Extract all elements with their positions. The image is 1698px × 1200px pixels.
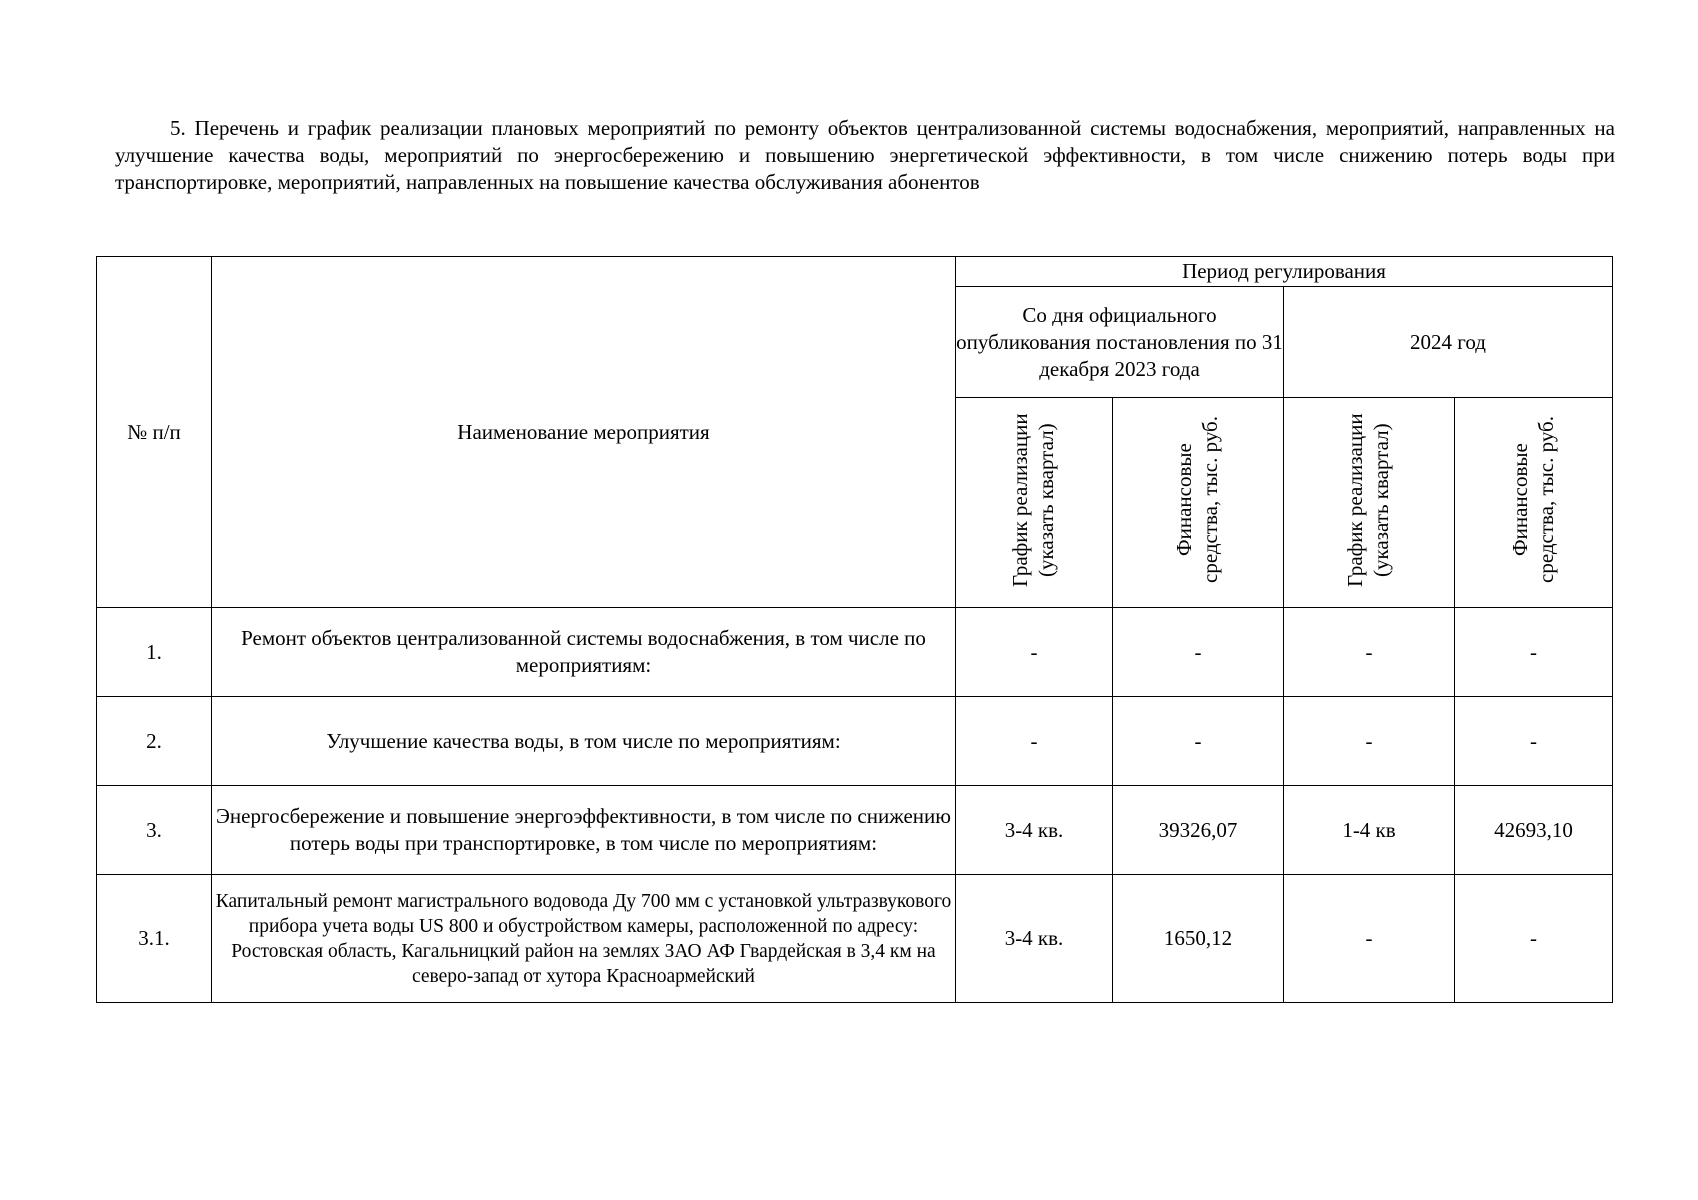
row-name: Улучшение качества воды, в том числе по мероприятиям: <box>212 697 956 786</box>
row-schedule-2024: 1-4 кв <box>1284 786 1455 875</box>
header-schedule-2023 <box>956 398 1113 608</box>
measures-table <box>96 256 1613 1003</box>
row-schedule-2023: 3-4 кв. <box>956 875 1113 1003</box>
row-num: 1. <box>97 608 212 697</box>
row-schedule-2023: - <box>956 608 1113 697</box>
header-schedule-2023-text: График реализации (указать квартал) <box>1008 412 1058 587</box>
row-finance-2024: - <box>1455 875 1613 1003</box>
header-period-2023: Со дня официального опубликования постановления по 31 декабря 2023 года <box>956 287 1284 398</box>
table-row <box>97 608 1613 697</box>
row-num: 2. <box>97 697 212 786</box>
row-name: Энергосбережение и повышение энергоэффективности, в том числе по снижению потерь воды при транспортировке, в том числе по мероприятиям: <box>212 786 956 875</box>
row-schedule-2024: - <box>1284 608 1455 697</box>
intro-paragraph: 5. Перечень и график реализации плановых мероприятий по ремонту объектов централизованной системы водоснабжения, мероприятий, направленных на улучшение качества воды, мероприятий по энергосбережению и повышению энергетической эффективности, в том числе снижению потерь воды при транспортировке, мероприятий, направленных на повышение качества обслуживания абонентов <box>115 116 1615 194</box>
header-name: Наименование мероприятия <box>212 257 956 608</box>
header-period-2024: 2024 год <box>1284 287 1613 398</box>
row-name: Капитальный ремонт магистрального водовода Ду 700 мм с установкой ультразвукового прибора учета воды US 800 и обустройством камеры, расположенной по адресу: Ростовская область, Кагальницкий район на землях ЗАО АФ Гвардейская в 3,4 км на северо-запад от хутора Красноармейский <box>212 875 956 1003</box>
header-finance-2023 <box>1113 398 1284 608</box>
row-schedule-2024: - <box>1284 697 1455 786</box>
header-schedule-2024-text: График реализации (указать квартал) <box>1343 412 1393 587</box>
header-schedule-2024 <box>1284 398 1455 608</box>
header-row-1 <box>97 257 1613 287</box>
header-period: Период регулирования <box>956 257 1613 287</box>
row-finance-2023: - <box>1113 697 1284 786</box>
row-schedule-2023: 3-4 кв. <box>956 786 1113 875</box>
row-num: 3. <box>97 786 212 875</box>
row-finance-2024: - <box>1455 608 1613 697</box>
table-row <box>97 697 1613 786</box>
row-finance-2023: 1650,12 <box>1113 875 1284 1003</box>
header-finance-2024 <box>1455 398 1613 608</box>
row-schedule-2023: - <box>956 697 1113 786</box>
row-finance-2023: - <box>1113 608 1284 697</box>
header-finance-2023-text: Финансовые средства, тыс. руб. <box>1172 416 1222 583</box>
table-row <box>97 786 1613 875</box>
header-num: № п/п <box>97 257 212 608</box>
row-num: 3.1. <box>97 875 212 1003</box>
row-finance-2023: 39326,07 <box>1113 786 1284 875</box>
header-finance-2024-text: Финансовые средства, тыс. руб. <box>1507 416 1558 583</box>
table-row <box>97 875 1613 1003</box>
row-finance-2024: 42693,10 <box>1455 786 1613 875</box>
row-finance-2024: - <box>1455 697 1613 786</box>
row-schedule-2024: - <box>1284 875 1455 1003</box>
row-name: Ремонт объектов централизованной системы водоснабжения, в том числе по мероприятиям: <box>212 608 956 697</box>
